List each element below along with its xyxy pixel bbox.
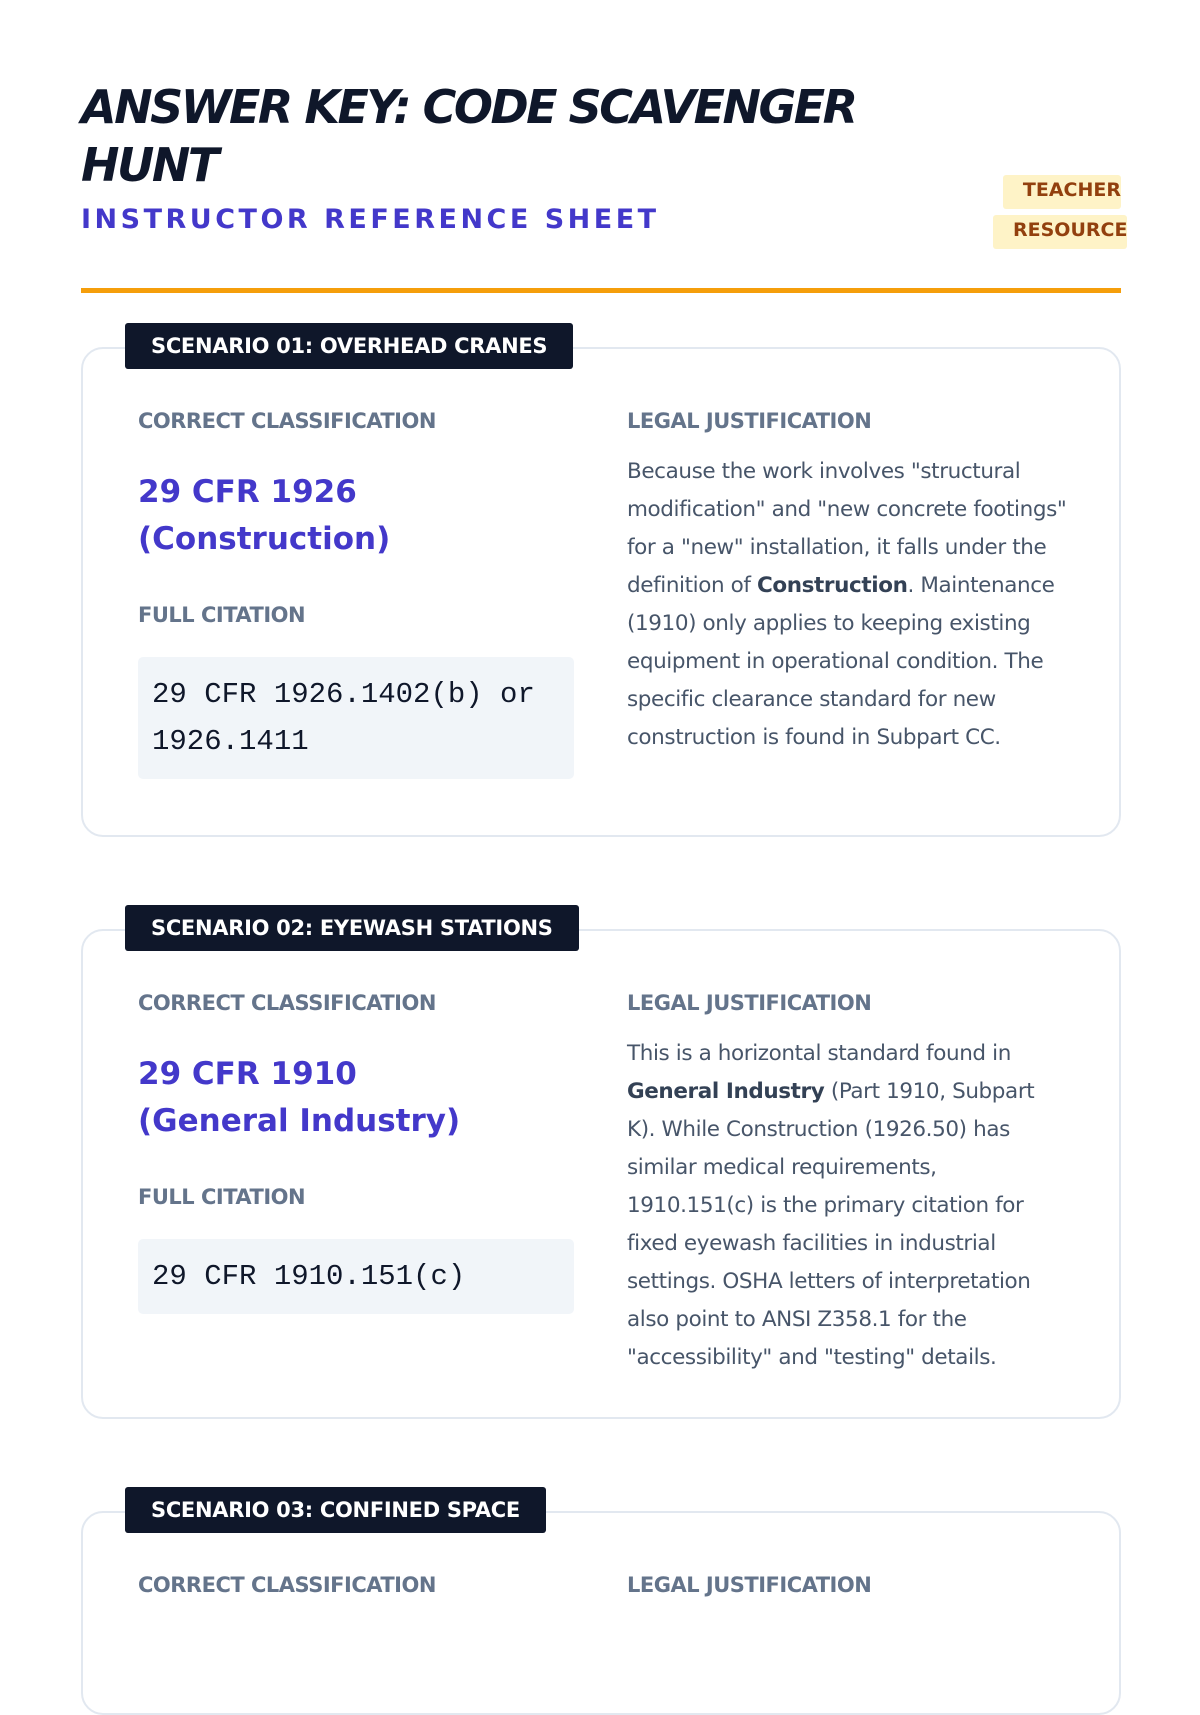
justification-text-end: . Maintenance (1910) only applies to keeping existing equipment in operational condition. The specific clearance standard for new construction is found in Subpart CC. [627,573,1055,750]
page-title: ANSWER KEY: CODE SCAVENGER HUNT [81,80,856,192]
classification-column [138,991,574,1314]
scenario-tag: SCENARIO 03: CONFINED SPACE [125,1487,546,1533]
justification-label: LEGAL JUSTIFICATION [627,991,872,1015]
teacher-resource-badge [993,170,1128,250]
citation-value: 29 CFR 1926.1402(b) or 1926.1411 [138,657,574,779]
justification-column [627,1573,1067,1597]
justification-column [627,991,1067,1377]
answer-key-page [81,0,1128,1597]
citation-label: FULL CITATION [138,1185,306,1209]
classification-label: CORRECT CLASSIFICATION [138,409,436,433]
header-divider [81,288,1121,293]
citation-label: FULL CITATION [138,603,306,627]
justification-keyword: General Industry [627,1079,825,1104]
justification-text-end: (Part 1910, Subpart K). While Construction (1926.50) has similar medical requirements, 1910.151(c) is the primary citation for fixed eyewash facilities in industrial settings. OSHA letters of interpretation also point to ANSI Z358.1 for the "accessibility" and "testing" details. [627,1079,1035,1370]
classification-label: CORRECT CLASSIFICATION [138,1573,436,1597]
justification-text-start: Because the work involves "structural modification" and "new concrete footings" for a "new" installation, it falls under the definition of [627,459,1067,598]
justification-keyword: Construction [757,573,908,598]
scenario-card [81,334,1121,837]
scenario-tag: SCENARIO 01: OVERHEAD CRANES [125,323,573,369]
justification-label: LEGAL JUSTIFICATION [627,1573,872,1597]
justification-column [627,409,1067,757]
classification-label: CORRECT CLASSIFICATION [138,991,436,1015]
justification-label: LEGAL JUSTIFICATION [627,409,872,433]
justification-text-start: This is a horizontal standard found in [627,1041,1011,1066]
justification-text [627,453,1067,757]
classification-value: 29 CFR 1910 (General Industry) [138,1056,461,1139]
scenario-tag: SCENARIO 02: EYEWASH STATIONS [125,905,579,951]
citation-value: 29 CFR 1910.151(c) [138,1239,574,1314]
justification-text [627,1035,1067,1377]
badge-label: TEACHER RESOURCE [993,175,1127,249]
classification-value: 29 CFR 1926 (Construction) [138,474,391,557]
page-header [81,0,1128,297]
page-subtitle: INSTRUCTOR REFERENCE SHEET [81,204,660,235]
scenario-card [81,916,1121,1419]
scenario-card [81,1498,1121,1715]
classification-column [138,1573,574,1597]
classification-column [138,409,574,779]
